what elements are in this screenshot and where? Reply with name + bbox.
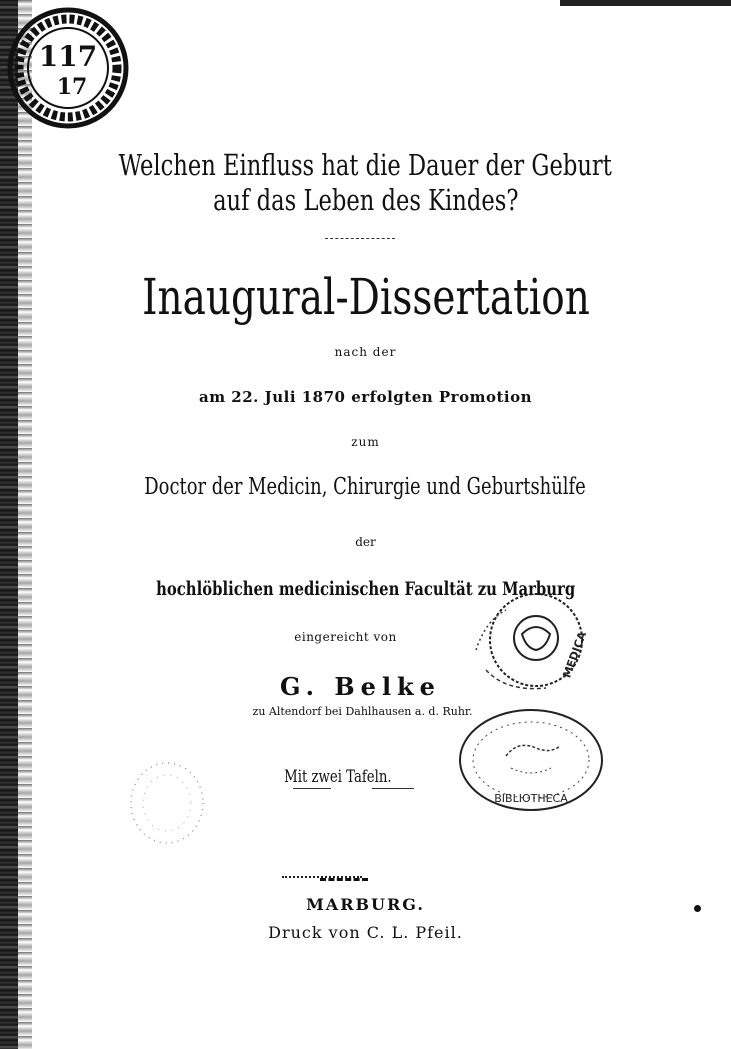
ornament-rule-accent [320, 878, 368, 884]
nach-der-text: nach der [334, 345, 397, 359]
imprint-printer: Druck von C. L. Pfeil. [268, 923, 463, 942]
stamp-number-bottom: 17 [56, 74, 88, 100]
ink-dot [694, 905, 701, 912]
plates-underline-2 [372, 788, 414, 789]
title-line-1: Welchen Einfluss hat die Dauer der Geburt [118, 148, 613, 182]
seal-stamp-icon [456, 590, 596, 700]
title-line-2: auf das Leben des Kindes? [212, 183, 519, 217]
author-name: G. Belke [280, 672, 441, 701]
faint-stamp-icon [124, 758, 210, 848]
oval-stamp-icon [456, 706, 606, 814]
faculty-line: hochlöblichen medicinischen Facultät zu Marburg [155, 578, 576, 600]
imprint-city: MARBURG. [306, 895, 425, 914]
zum-text: zum [351, 435, 380, 449]
oval-stamp-text: BIBLIOTHECA [494, 792, 568, 805]
author-origin: zu Altendorf bei Dahlhausen a. d. Ruhr. [252, 705, 473, 718]
submitted-by-text: eingereicht von [294, 630, 397, 644]
plates-note: Mit zwei Tafeln. [283, 767, 392, 787]
library-stamp-icon [6, 6, 130, 130]
degree-line: Doctor der Medicin, Chirurgie und Geburtshülfe [144, 474, 587, 500]
title-divider [325, 238, 395, 241]
der-text: der [355, 535, 376, 549]
scan-top-edge [560, 0, 731, 6]
stamp-number-top: 117 [38, 40, 98, 73]
promotion-line: am 22. Juli 1870 erfolgten Promotion [198, 388, 532, 406]
plates-underline-1 [293, 788, 331, 789]
dissertation-heading: Inaugural-Dissertation [141, 268, 590, 326]
seal-stamp-text: MEDICA [560, 629, 590, 680]
